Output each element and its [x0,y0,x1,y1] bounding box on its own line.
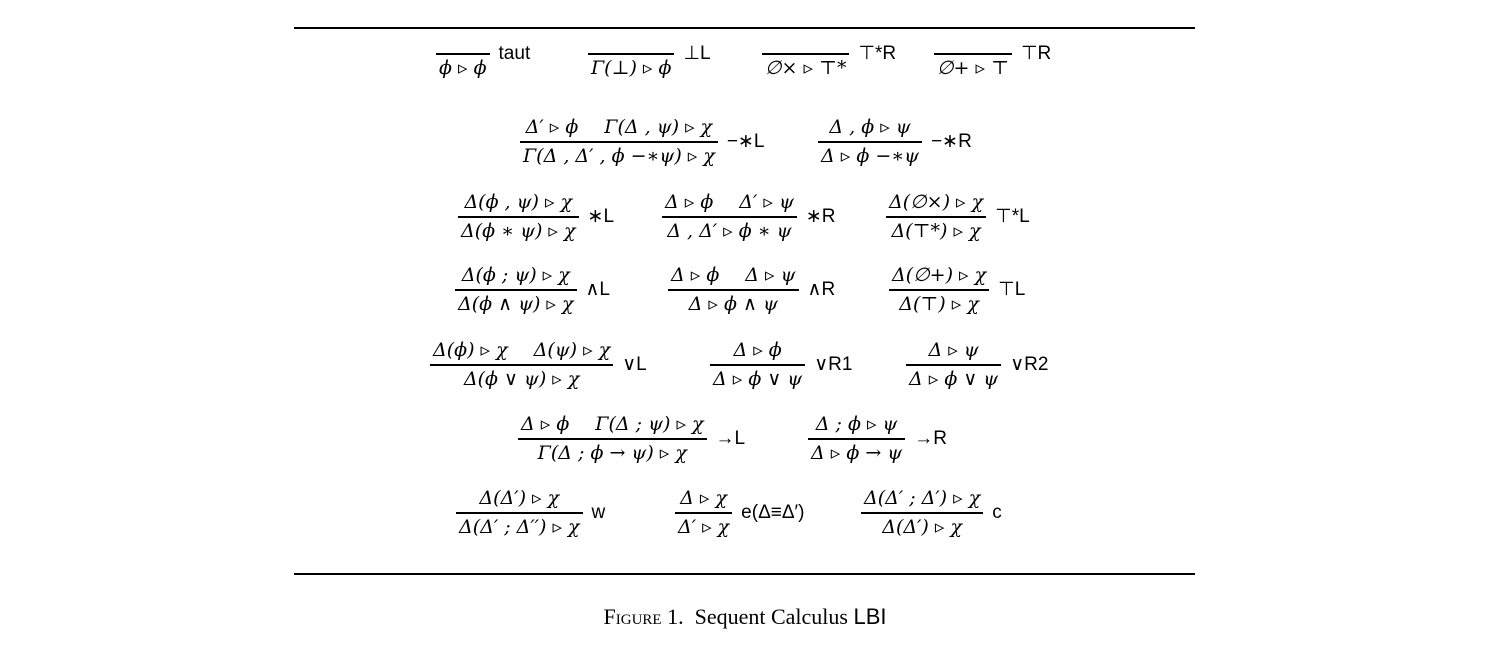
premises [476,487,562,509]
rule-name: ∗R [805,205,836,227]
conclusion: Δ , Δ′ ▹ ϕ ∗ ψ [667,220,792,242]
premises [668,264,799,286]
rule-name: ∨L [622,353,647,375]
inference-bar [458,216,579,218]
premise: Δ(∅×) ▹ χ [889,191,984,213]
bottom-rule [294,573,1195,575]
rule-name: taut [498,42,531,64]
premise: Δ(ϕ ; ψ) ▹ χ [461,264,570,286]
premises [461,191,575,213]
conclusion: Δ ▹ ϕ ∨ ψ [909,368,999,390]
inference-bar [808,438,905,440]
premises [886,191,986,213]
inference-bar [430,364,613,366]
premise: Δ(ϕ) ▹ χ [433,339,508,361]
conclusion: Δ(ϕ ∧ ψ) ▹ χ [458,293,574,315]
inference-bar [436,53,490,55]
premise: Δ ▹ ϕ [665,191,714,213]
conclusion: Γ(⊥) ▹ ϕ [591,57,672,79]
premise: Δ ▹ ϕ [521,413,570,435]
premise: Δ ▹ ψ [928,339,979,361]
rule-name: ⊤*R [858,42,897,64]
rule-star-l [458,191,614,242]
rule-name: ∧R [807,278,836,300]
rule-contraction [861,487,1002,538]
rule-name: w [591,501,606,523]
premise: Δ′ ▹ ϕ [525,116,579,138]
conclusion: Δ(Δ′ ; Δ′′) ▹ χ [459,516,580,538]
premises [813,413,901,435]
inference-bar [662,216,797,218]
rule-name: c [992,501,1002,523]
figure-caption [0,604,1490,630]
inference-bar [762,53,849,55]
premise: Δ(∅+) ▹ χ [892,264,987,286]
premises [430,339,613,361]
premises [518,413,707,435]
rule-wand-r [818,116,972,167]
rule-name: →L [715,427,746,449]
premise: Δ , ϕ ▹ ψ [829,116,911,138]
inference-bar [456,512,583,514]
premise: Δ ▹ ϕ [733,339,782,361]
caption-system: LBI [853,604,887,629]
rule-name: −∗L [726,130,765,152]
premise: Δ ▹ χ [680,487,728,509]
conclusion: Δ(Δ′) ▹ χ [882,516,962,538]
inference-bar [520,141,718,143]
rule-name: −∗R [931,130,972,152]
conclusion: ϕ ▹ ϕ [439,57,487,79]
conclusion: Δ(ϕ ∗ ψ) ▹ χ [461,220,576,242]
rule-name: ⊤L [998,278,1026,300]
premise: Δ(ϕ , ψ) ▹ χ [464,191,573,213]
conclusion: Δ(⊤*) ▹ χ [891,220,981,242]
rule-name: ⊥L [683,42,711,64]
rule-top-r [934,42,1052,79]
rule-name: e(Δ≡Δ′) [741,501,805,523]
conclusion: Δ(⊤) ▹ χ [899,293,979,315]
conclusion: Δ ▹ ϕ −∗ψ [821,145,920,167]
premises [523,116,716,138]
conclusion: Γ(Δ ; ϕ → ψ) ▹ χ [537,442,687,464]
rule-star-r [662,191,836,242]
premise: Δ ▹ ϕ [671,264,720,286]
inference-bar [588,53,674,55]
rule-name: ∧L [585,278,610,300]
premises [925,339,981,361]
rule-top-star-l [886,191,1030,242]
inference-bar [675,512,732,514]
conclusion: Δ(ϕ ∨ ψ) ▹ χ [463,368,580,390]
premise: Δ ; ϕ ▹ ψ [815,413,898,435]
premise: Δ′ ▹ ψ [739,191,794,213]
inference-bar [710,364,805,366]
premise: Δ ▹ ψ [745,264,796,286]
conclusion: Δ ▹ ϕ ∨ ψ [713,368,803,390]
rule-imp-r [808,413,947,464]
inference-bar [455,289,577,291]
premises [861,487,983,509]
inference-bar [934,53,1012,55]
rule-name: →R [914,427,947,449]
premises [730,339,784,361]
rule-bot-l [588,42,711,79]
premises [662,191,797,213]
rule-or-r1 [710,339,852,390]
rule-name: ⊤R [1020,42,1052,64]
rule-or-l [430,339,647,390]
rule-and-r [668,264,835,315]
conclusion: ∅× ▹ ⊤* [765,57,847,79]
inference-bar [518,438,707,440]
premises [826,116,913,138]
rule-and-l [455,264,610,315]
rule-top-l [889,264,1025,315]
conclusion: Δ ▹ ϕ → ψ [811,442,903,464]
premise: Γ(Δ , ψ) ▹ χ [604,116,713,138]
rule-name: ⊤*L [995,205,1030,227]
inference-bar [889,289,989,291]
rule-name: ∗L [587,205,615,227]
inference-bar [818,141,922,143]
caption-text: Sequent Calculus [694,604,848,629]
conclusion: ∅+ ▹ ⊤ [937,57,1009,79]
rule-taut [436,42,531,79]
premises [677,487,730,509]
rule-name: ∨R1 [814,353,853,375]
rule-imp-l [518,413,745,464]
rule-weakening [456,487,605,538]
conclusion: Δ ▹ ϕ ∧ ψ [688,293,778,315]
inference-bar [906,364,1001,366]
premise: Δ(Δ′ ; Δ′) ▹ χ [864,487,981,509]
conclusion: Δ′ ▹ χ [678,516,730,538]
inference-bar [886,216,986,218]
rule-top-star-r [762,42,897,79]
premise: Δ(Δ′) ▹ χ [479,487,560,509]
rule-name: ∨R2 [1010,353,1049,375]
inference-bar [861,512,983,514]
rule-exchange [675,487,804,538]
top-rule [294,27,1195,29]
rule-wand-l [520,116,764,167]
conclusion: Γ(Δ , Δ′ , ϕ −∗ψ) ▹ χ [523,145,715,167]
premises [889,264,989,286]
premise: Δ(ψ) ▹ χ [533,339,611,361]
caption-label: Figure 1. [603,604,684,629]
inference-bar [668,289,799,291]
premises [459,264,573,286]
premise: Γ(Δ ; ψ) ▹ χ [595,413,704,435]
rule-or-r2 [906,339,1048,390]
